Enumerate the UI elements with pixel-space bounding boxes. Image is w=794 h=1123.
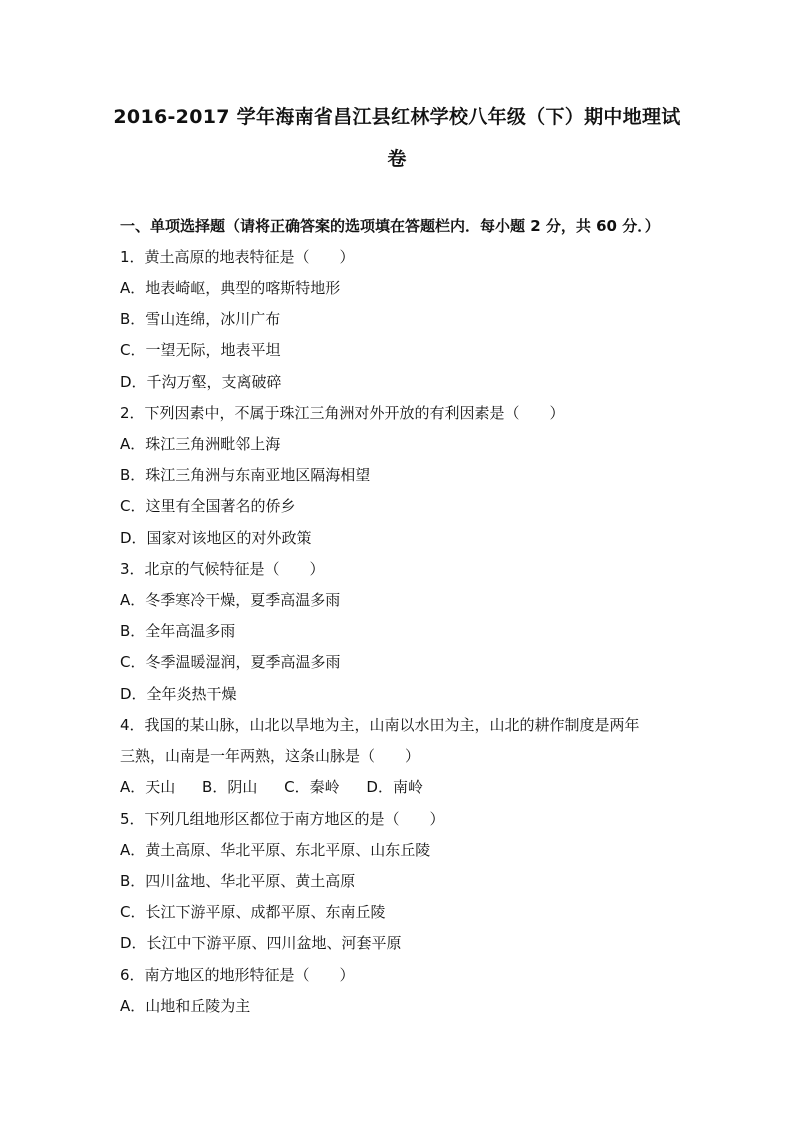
question-2-stem: 2．下列因素中，不属于珠江三角洲对外开放的有利因素是（ ） — [120, 404, 565, 422]
question-4-option-b: B．阴山 — [202, 778, 258, 796]
question-1-option-d: D．千沟万壑，支离破碎 — [120, 373, 282, 391]
document-title-line2: 卷 — [387, 148, 407, 170]
question-5-option-b: B．四川盆地、华北平原、黄土高原 — [120, 872, 356, 890]
question-2-option-b: B．珠江三角洲与东南亚地区隔海相望 — [120, 466, 371, 484]
question-3-stem: 3．北京的气候特征是（ ） — [120, 560, 325, 578]
question-1-option-b: B．雪山连绵，冰川广布 — [120, 310, 281, 328]
question-2-option-a: A．珠江三角洲毗邻上海 — [120, 435, 281, 453]
question-4-stem-line1: 4．我国的某山脉，山北以旱地为主，山南以水田为主，山北的耕作制度是两年 — [120, 716, 640, 734]
question-5-option-a: A．黄土高原、华北平原、东北平原、山东丘陵 — [120, 841, 431, 859]
question-5-stem: 5．下列几组地形区都位于南方地区的是（ ） — [120, 810, 445, 828]
question-3-option-a: A．冬季寒冷干燥，夏季高温多雨 — [120, 591, 341, 609]
question-3-option-d: D．全年炎热干燥 — [120, 685, 237, 703]
question-4-option-a: A．天山 — [120, 778, 176, 796]
question-3-option-c: C．冬季温暖湿润，夏季高温多雨 — [120, 653, 341, 671]
question-4-options — [120, 777, 423, 797]
question-4-option-c: C．秦岭 — [284, 778, 340, 796]
document-title-line1: 2016-2017 学年海南省昌江县红林学校八年级（下）期中地理试 — [113, 106, 681, 128]
question-6-option-a: A．山地和丘陵为主 — [120, 997, 251, 1015]
question-1-option-c: C．一望无际，地表平坦 — [120, 341, 281, 359]
question-2-option-d: D．国家对该地区的对外政策 — [120, 529, 312, 547]
section-heading: 一、单项选择题（请将正确答案的选项填在答题栏内．每小题 2 分，共 60 分．） — [120, 217, 660, 235]
question-3-option-b: B．全年高温多雨 — [120, 622, 236, 640]
question-2-option-c: C．这里有全国著名的侨乡 — [120, 497, 296, 515]
question-4-stem-line2: 三熟，山南是一年两熟，这条山脉是（ ） — [120, 747, 421, 765]
question-5-option-c: C．长江下游平原、成都平原、东南丘陵 — [120, 903, 386, 921]
question-6-stem: 6．南方地区的地形特征是（ ） — [120, 966, 355, 984]
question-1-option-a: A．地表崎岖，典型的喀斯特地形 — [120, 279, 341, 297]
question-5-option-d: D．长江中下游平原、四川盆地、河套平原 — [120, 934, 402, 952]
question-1-stem: 1．黄土高原的地表特征是（ ） — [120, 248, 355, 266]
question-4-option-d: D．南岭 — [366, 778, 423, 796]
